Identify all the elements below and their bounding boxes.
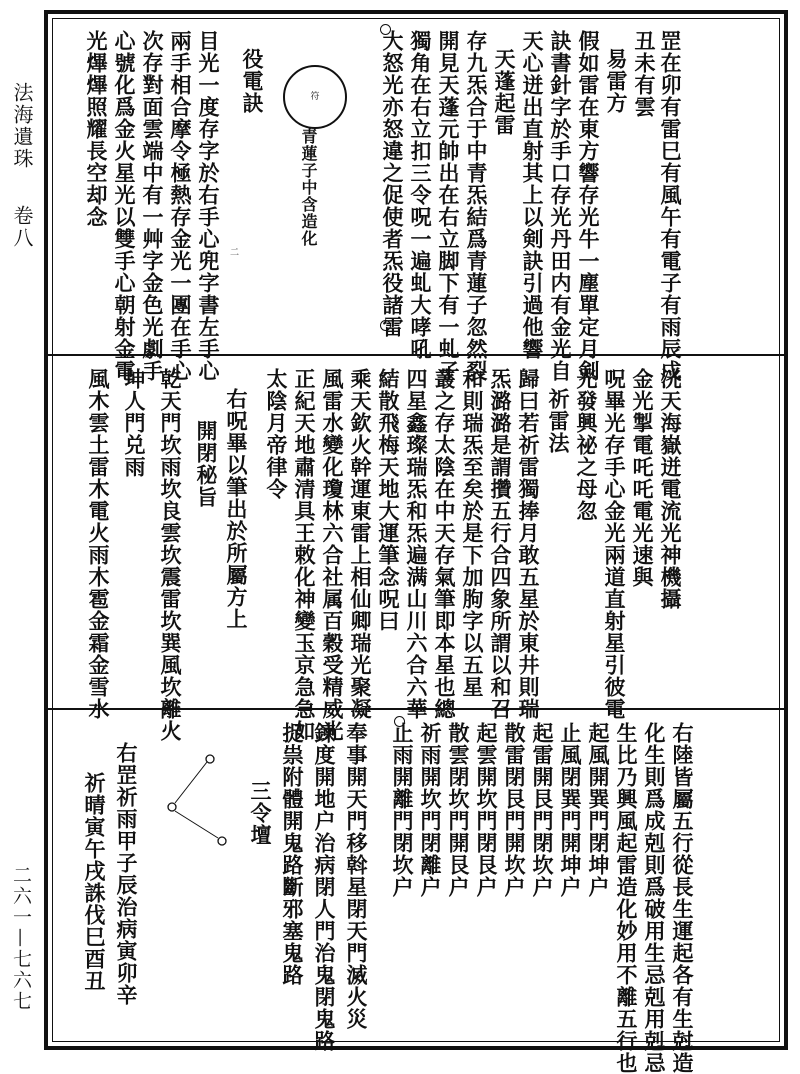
text-column: 開見天蓬元帥出在右立脚下有一虬子 (436, 30, 461, 382)
text-column: 起風開巽門閉坤户 (586, 722, 611, 898)
text-column: 鍊度開地户治病閉人門治鬼閉鬼路 (312, 722, 337, 1052)
circle-mark (380, 24, 391, 35)
talisman-seal (283, 65, 347, 129)
book-title-text: 法海遺珠 (10, 82, 34, 170)
text-column: 乾天門坎雨坎良雲坎震雷坎巽風坎離火 (158, 368, 183, 742)
volume-label: 卷八 (10, 204, 34, 249)
text-column: 化生則爲成剋則爲破用生忌剋用剋忌 (642, 722, 667, 1074)
page-number: 二六一—七六七 (10, 865, 32, 1012)
text-column: 目光一度存字於右手心兜字書左手心 (196, 30, 221, 382)
text-column: 結散飛梅天地大運筆念呪曰 (376, 368, 401, 632)
circle-mark (394, 716, 405, 727)
text-column: 奉事開天門移斡星閉天門滅火災 (344, 722, 369, 1030)
branch-diagram (160, 745, 240, 855)
text-column: 散雲閉坎門開艮户 (446, 722, 471, 898)
text-column: 右罡祈雨甲子辰治病寅卯辛 (114, 742, 139, 1006)
text-column: 假如雷在東方響存光牛一塵單定月剣 (576, 30, 601, 382)
text-column: 止風閉巽門開坤户 (558, 722, 583, 898)
text-column: 正紀天地肅清具王敕化神變玉京急急如 (292, 368, 317, 742)
circle-mark (380, 320, 391, 331)
text-column: 乘天欽火幹運東雷上相仙卿瑞光聚凝 (348, 368, 373, 720)
text-column: 祈雨開坎門閉離户 (418, 722, 443, 898)
text-column: 大怒光亦怒違之促使者炁役諸雷 (380, 30, 405, 338)
text-column: 兩手相合摩令極熱存金光一團在手心 (168, 30, 193, 382)
text-column: 天心迸出直射其上以剣訣引過他響 (520, 30, 545, 360)
text-column: 坤人門兑雨 (122, 368, 147, 478)
text-column: 生比乃興風起雷造化妙用不離五行也 (614, 722, 639, 1074)
text-column: 罡在卯有雷巳有風午有電子有雨辰戌 (658, 30, 683, 382)
text-column: 起雲開坎門閉艮户 (474, 722, 499, 898)
circle-mark (380, 372, 391, 383)
section-heading: 役電訣 (240, 48, 265, 114)
section-heading: 開閉秘旨 (194, 420, 219, 508)
text-column: 右呪畢以筆出於所屬方上 (224, 388, 249, 630)
text-column: 風雷水變化瓊林六合社属百穀受精威光 (320, 368, 345, 742)
text-column: 止雨開離門閉坎户 (390, 722, 415, 898)
text-column: 洸天海嶽迸電流光神機攝 (658, 368, 683, 610)
section-heading: 天蓬起雷 (492, 48, 517, 136)
section-heading: 祈雷法 (546, 388, 571, 454)
book-title (8, 82, 37, 249)
text-column: 丑未有雲 (632, 30, 657, 118)
text-column: 獨角在右立扣三令呪一遍虬大哮吼 (408, 30, 433, 360)
text-column: 金光掣電吒吒電光速與 (630, 368, 655, 588)
text-column: 散雷閉艮門開坎户 (502, 722, 527, 898)
text-column: 光發興祕之母忽 (574, 368, 599, 522)
talisman-seal-text: 符 (310, 92, 320, 102)
text-column: 次存對面雲端中有一艸字金色光劇手 (140, 30, 165, 382)
text-column: 起雷開艮門閉坎户 (530, 722, 555, 898)
text-column: 炁潞潞是謂攢五行合四象所謂以和召 (488, 368, 513, 720)
text-column: 呪畢光存手心金光兩道直射星引彼電 (602, 368, 627, 720)
section-heading: 易雷方 (604, 48, 629, 114)
text-column: 歸曰若祈雷獨捧月敢五星於東井則瑞 (516, 368, 541, 720)
text-column: 風木雲土雷木電火雨木雹金霜金雪水 (86, 368, 111, 720)
text-column: 青蓮子中含造化 (299, 128, 318, 247)
text-column: 右陸皆屬五行從長生運起各有生尅造 (670, 722, 695, 1074)
small-note: 二 (230, 248, 240, 258)
text-column: 存九炁合于中青炁結爲青蓮子忽然裂 (464, 30, 489, 382)
text-column: 捉祟附體開鬼路斷邪塞鬼路 (280, 722, 305, 986)
text-column: 四星鑫璨瑞炁和炁遍满山川六合六華 (404, 368, 429, 720)
text-column: 訣書針字於手口存光丹田内有金光自 (548, 30, 573, 382)
text-column: 和則瑞炁至矣於是下加朐字以五星 (460, 368, 485, 698)
text-column: 光熚熚照耀長空却念 (84, 30, 109, 228)
section-heading: 三令壇 (248, 780, 273, 846)
text-column: 太陰月帝律令 (264, 368, 289, 500)
text-column: 祈晴寅午戌誅伐巳酉丑 (82, 772, 107, 992)
text-column: 叢之存太陰在中天存氣筆即本星也總 (432, 368, 457, 720)
text-column: 心號化爲金火星光以雙手心朝射金電 (112, 30, 137, 382)
